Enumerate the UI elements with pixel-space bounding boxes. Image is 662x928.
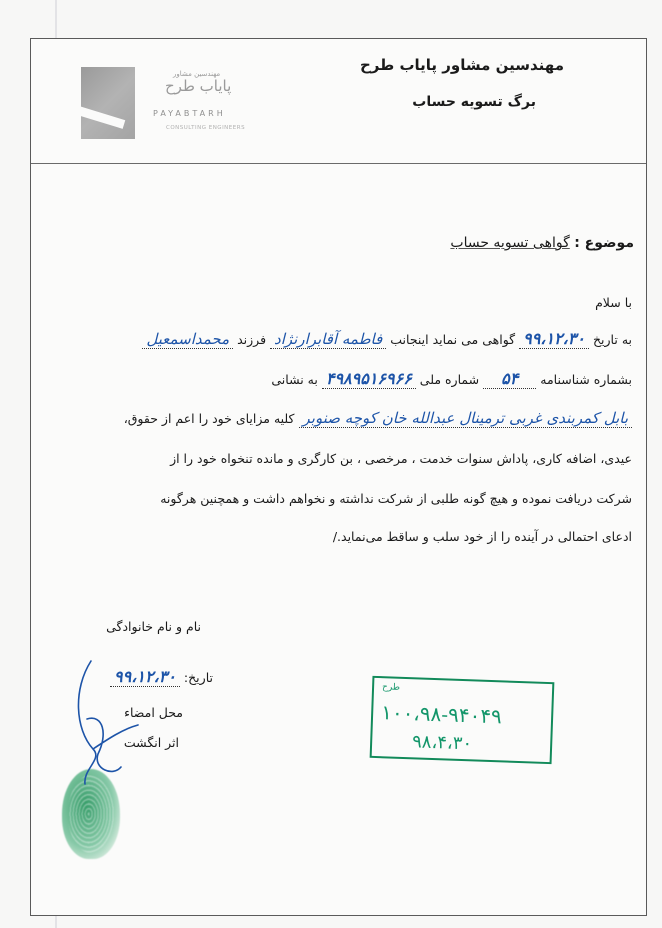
certify-text: گواهی می نماید اینجانب — [390, 332, 516, 347]
subject-line — [450, 235, 634, 251]
letter-line-6: ادعای احتمالی در آینده را از خود سلب و ساقط می‌نماید./ — [332, 529, 632, 544]
date-prefix: به تاریخ — [592, 332, 632, 347]
national-id-field — [322, 369, 416, 389]
handwritten-address: بابل کمربندی غربی ترمینال عبدالله خان کوچه صنوبر — [302, 409, 628, 427]
handwritten-signature-date: ۹۹،۱۲،۳۰ — [114, 667, 176, 686]
address-field — [299, 409, 633, 428]
stamp-date: ۹۸،۴،۳۰ — [411, 731, 473, 755]
full-name-label: نام و نام خانوادگی — [106, 619, 201, 634]
letter-line-1 — [52, 329, 632, 349]
fingerprint-label: اثر انگشت — [123, 735, 179, 750]
benefits-text: کلیه مزایای خود را اعم از حقوق، — [123, 411, 295, 426]
logo-english-subtitle: CONSULTING ENGINEERS — [166, 125, 246, 131]
letter-line-4: عیدی، اضافه کاری، پاداش سنوات خدمت ، مرخصی ، بن کارگری و مانده تنخواه خود را از — [170, 451, 632, 466]
handwritten-name: فاطمه آقابرارنژاد — [274, 330, 383, 348]
stamp-number: ۱۰۰،۹۸-۹۴۰۴۹ — [380, 700, 503, 729]
id-label: بشماره شناسنامه — [540, 372, 632, 387]
company-logo — [81, 67, 261, 137]
date-field — [519, 329, 589, 349]
logo-persian-name: پایاب طرح — [165, 77, 232, 95]
handwritten-national-id: ۴۹۸۹۵۱۶۹۶۶ — [325, 369, 412, 388]
greeting: با سلام — [595, 295, 632, 310]
company-name: مهندسین مشاور پایاب طرح — [359, 56, 564, 74]
form-title: برگ تسویه حساب — [412, 94, 536, 110]
id-number-field — [483, 369, 536, 389]
company-logo-mark-icon — [81, 67, 135, 139]
address-label: به نشانی — [271, 372, 318, 387]
subject-label: موضوع : — [574, 235, 634, 251]
letter-line-5: شرکت دریافت نموده و هیچ گونه طلبی از شرکت نداشته و نخواهم داشت و همچنین هرگونه — [160, 491, 632, 506]
signature-place-label: محل امضاء — [124, 705, 183, 720]
logo-persian-subtitle: مهندسین مشاور — [173, 70, 221, 78]
handwritten-father-name: محمداسمعیل — [146, 330, 230, 348]
handwritten-date: ۹۹،۱۲،۳۰ — [523, 329, 585, 348]
letter-line-3 — [52, 409, 632, 428]
national-id-label: شماره ملی — [419, 372, 480, 387]
letter-line-2 — [52, 369, 632, 389]
form-header — [31, 39, 646, 164]
stamp-header: طرح — [381, 682, 401, 693]
company-stamp — [370, 676, 555, 764]
name-field — [270, 330, 386, 349]
settlement-form — [30, 38, 647, 916]
handwritten-signature — [63, 659, 153, 789]
signature-date-label: تاریخ: — [183, 670, 213, 685]
logo-english-name: PAYABTARH — [153, 109, 226, 118]
handwritten-id-number: ۵۴ — [501, 369, 519, 388]
child-of-label: فرزند — [237, 332, 267, 347]
father-name-field — [142, 330, 233, 349]
subject-value: گواهی تسویه حساب — [450, 235, 570, 251]
